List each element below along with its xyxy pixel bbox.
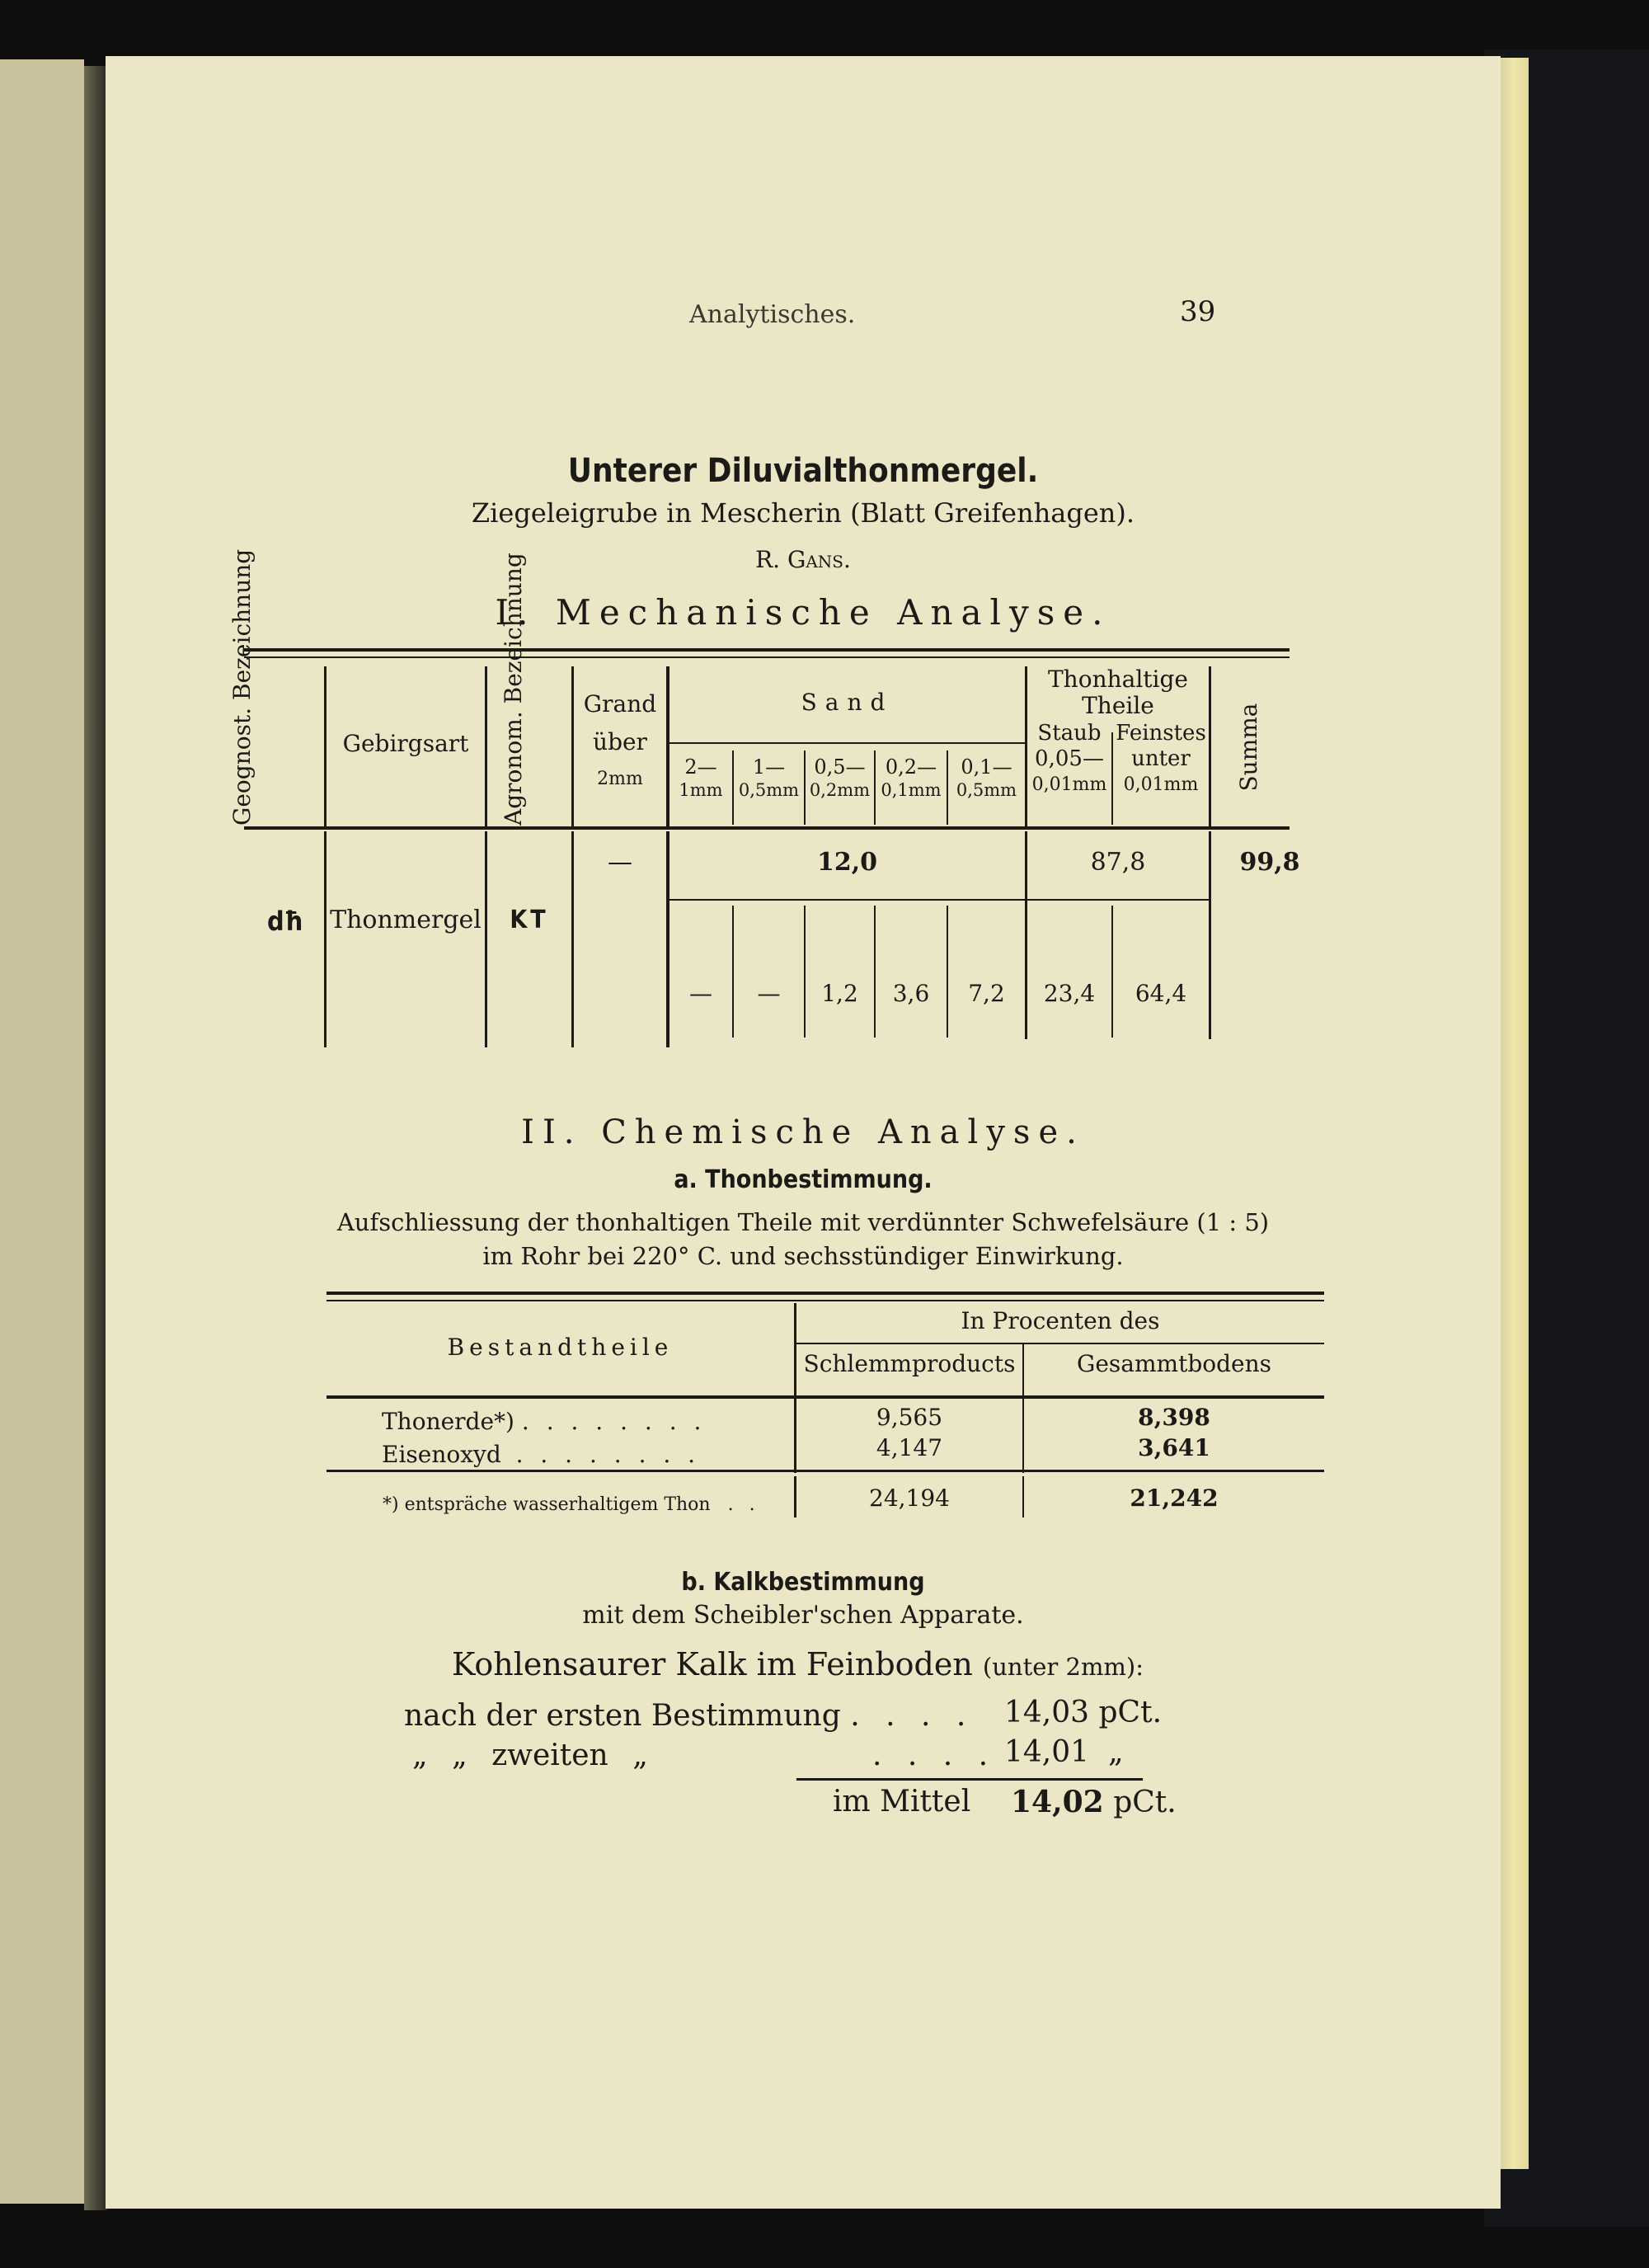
subsection-kalkbestimmung: b. Kalkbestimmung xyxy=(681,1568,925,1597)
section-chemische: II. Chemische Analyse. xyxy=(521,1113,1085,1151)
header-summa: Summa xyxy=(1235,703,1262,792)
header-sand-col: 1— 0,5mm xyxy=(738,755,800,800)
book-gutter xyxy=(84,66,107,2210)
description-line-1: Aufschliessung der thonhaltigen Theile mit verdünnter Schwefelsäure (1 : 5) xyxy=(336,1208,1270,1236)
header-sand-col: 0,1— 0,5mm xyxy=(956,755,1017,800)
footnote-row-label: *) entspräche wasserhaltigem Thon . . xyxy=(383,1494,760,1515)
header-agronom: Agronom. Bezeichnung xyxy=(500,553,527,826)
location-line: Ziegeleigrube in Mescherin (Blatt Greifenhagen). xyxy=(471,497,1135,529)
subsection-thonbestimmung: a. Thonbestimmung. xyxy=(674,1165,933,1194)
grand-value: — xyxy=(608,848,632,877)
sand-total-value: 12,0 xyxy=(816,848,878,877)
page-block-edge xyxy=(1499,58,1529,2169)
header-theile: Theile xyxy=(1082,692,1154,719)
header-feinstes: Feinstes unter 0,01mm xyxy=(1116,721,1206,795)
thon-total-value: 87,8 xyxy=(1090,848,1146,877)
table-cell-value: 3,641 xyxy=(1138,1434,1210,1461)
section-mechanische: I. Mechanische Analyse. xyxy=(495,592,1111,633)
table-cell-value: 9,565 xyxy=(876,1404,943,1431)
header-grand-uber: über xyxy=(593,728,647,755)
header-schlemmproducts: Schlemmproducts xyxy=(803,1350,1016,1377)
kalk-value-second: 14,01 „ xyxy=(1004,1735,1124,1769)
header-sand-col: 0,5— 0,2mm xyxy=(809,755,871,800)
header-thonhaltige: Thonhaltige xyxy=(1048,666,1188,693)
sand-cell-value: 1,2 xyxy=(821,980,858,1007)
kalk-dots-second: . . . . xyxy=(872,1739,997,1772)
page-number: 39 xyxy=(1180,295,1216,328)
book-page xyxy=(106,56,1501,2209)
sand-cell-value: — xyxy=(757,980,781,1007)
header-gebirgsart: Gebirgsart xyxy=(342,730,469,757)
author-line: R. Gans. xyxy=(755,546,851,573)
facing-page-edge xyxy=(0,59,84,2204)
table-row-label: Eisenoxyd . . . . . . . . xyxy=(382,1441,701,1468)
header-in-procenten: In Procenten des xyxy=(961,1307,1160,1334)
kalk-mean-value: 14,02 pCt. xyxy=(1011,1785,1177,1819)
table-row-label: Thonerde*) . . . . . . . . xyxy=(382,1408,707,1435)
kalk-value-first: 14,03 pCt. xyxy=(1004,1696,1163,1729)
apparatus-line: mit dem Scheibler'schen Apparate. xyxy=(582,1601,1024,1630)
header-bestandtheile: Bestandtheile xyxy=(447,1334,674,1361)
footnote-row-value: 21,242 xyxy=(1130,1485,1219,1512)
description-line-2: im Rohr bei 220° C. und sechsstündiger Einwirkung. xyxy=(482,1242,1124,1270)
table-cell-value: 4,147 xyxy=(876,1434,943,1461)
summa-value: 99,8 xyxy=(1239,848,1300,877)
header-sand-col: 0,2— 0,1mm xyxy=(881,755,942,800)
kalk-mean-label: im Mittel xyxy=(833,1785,971,1819)
header-sand: Sand xyxy=(801,689,894,716)
table-cell-value: 8,398 xyxy=(1138,1404,1210,1431)
header-grand-size: 2mm xyxy=(597,769,643,789)
header-staub: Staub 0,05— 0,01mm xyxy=(1031,721,1107,795)
agronom-value: KT xyxy=(510,906,549,934)
sand-cell-value: 3,6 xyxy=(892,980,930,1007)
staub-value: 23,4 xyxy=(1043,980,1096,1007)
header-sand-col: 2— 1mm xyxy=(679,755,723,800)
gebirgsart-value: Thonmergel xyxy=(330,906,482,934)
sand-cell-value: — xyxy=(689,980,712,1007)
feinstes-value: 64,4 xyxy=(1135,980,1187,1007)
header-grand: Grand xyxy=(583,690,657,718)
header-geognost: Geognost. Bezeichnung xyxy=(228,548,256,826)
kalk-row-second: „ „ zweiten „ xyxy=(412,1739,648,1772)
kalk-title: Kohlensaurer Kalk im Feinboden (unter 2mm): xyxy=(452,1646,1144,1682)
geognost-value: dħ xyxy=(267,906,303,937)
header-gesammtbodens: Gesammtbodens xyxy=(1076,1350,1272,1377)
sand-cell-value: 7,2 xyxy=(968,980,1005,1007)
page-title: Unterer Diluvialthonmergel. xyxy=(567,452,1039,490)
footnote-row-value: 24,194 xyxy=(869,1485,950,1512)
kalk-row-first: nach der ersten Bestimmung . . . . xyxy=(404,1699,975,1733)
running-head: Analytisches. xyxy=(689,300,856,329)
